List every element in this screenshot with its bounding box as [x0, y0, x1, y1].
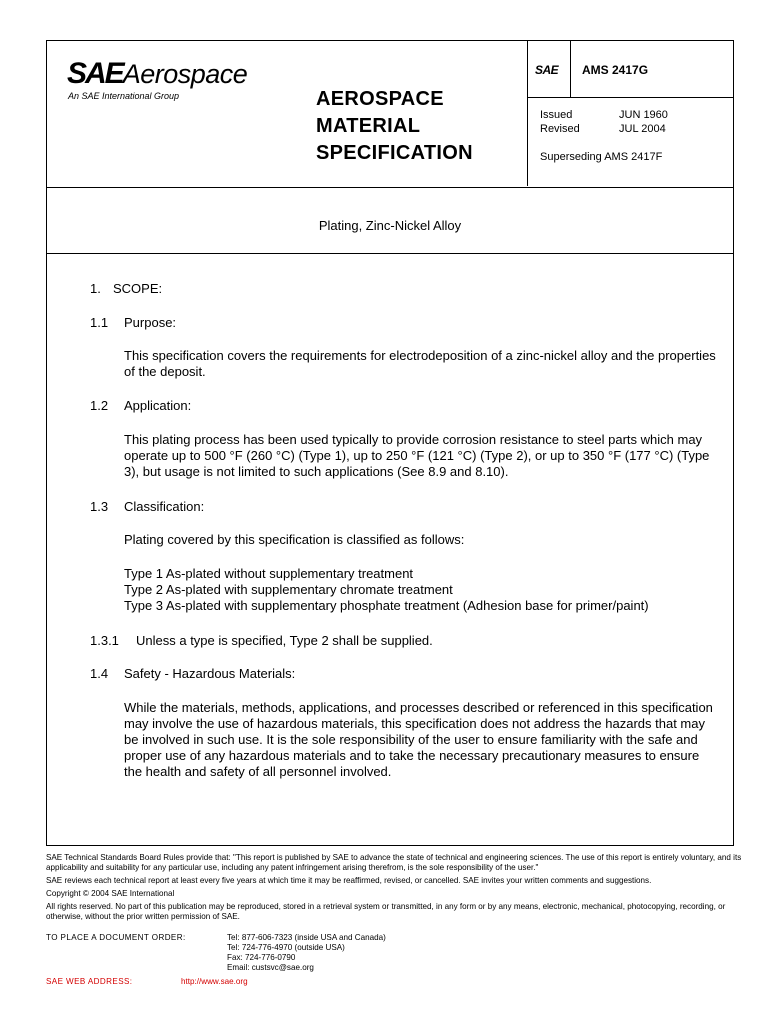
logo-subtitle: An SAE International Group	[68, 91, 180, 101]
section-number: 1.3.1	[90, 633, 119, 648]
section-title: Safety - Hazardous Materials:	[124, 666, 296, 681]
section-title: Application:	[124, 398, 192, 413]
section-1-4-heading	[90, 666, 295, 681]
revised-date: JUL 2004	[619, 123, 666, 135]
order-contact-line: Fax: 724-776-0790	[227, 953, 296, 962]
section-text: Unless a type is specified, Type 2 shall be supplied.	[136, 633, 433, 648]
section-1-heading	[90, 281, 162, 296]
logo-sae-text: SAE	[67, 57, 123, 90]
board-rules-text: SAE Technical Standards Board Rules provide that: "This report is published by SAE to advance the state of technical and engineering sciences. The use of this report is entirely voluntary, and its applicability and suitability for any particular use, including any patent infringement arising therefrom, is the sole responsibility of the user."	[46, 853, 742, 872]
type-item: Type 2 As-plated with supplementary chromate treatment	[124, 582, 453, 597]
order-label: TO PLACE A DOCUMENT ORDER:	[46, 933, 186, 942]
section-number: 1.	[90, 281, 101, 296]
sae-aerospace-logo	[67, 59, 247, 101]
spec-title-line: SPECIFICATION	[316, 142, 473, 164]
doc-info-panel	[527, 41, 733, 186]
spec-title-line: MATERIAL	[316, 115, 421, 137]
web-address-label: SAE WEB ADDRESS:	[46, 977, 133, 986]
spec-type-title	[316, 86, 473, 167]
issue-dates	[540, 108, 668, 136]
section-1-2-text: This plating process has been used typically to provide corrosion resistance to steel parts which may operate up to 500 °F (260 °C) (Type 1), up to 250 °F (121 °C) (Type 2), or up to 350 °F (177 °C) (Type 3), but usage is not limited to such applications (See 8.9 and 8.10).	[124, 432, 710, 479]
type-item: Type 3 As-plated with supplementary phosphate treatment (Adhesion base for primer/paint)	[124, 598, 649, 613]
section-number: 1.2	[90, 398, 109, 413]
section-title: Purpose:	[124, 315, 177, 330]
legal-footer	[46, 853, 746, 922]
spec-title-line: AEROSPACE	[316, 88, 444, 110]
review-text: SAE reviews each technical report at least every five years at which time it may be reaffirmed, revised, or cancelled. SAE invites your written comments and suggestions.	[46, 876, 652, 885]
section-1-3-text: Plating covered by this specification is classified as follows:	[124, 532, 465, 547]
small-logo-cell	[528, 41, 571, 97]
section-1-3-heading	[90, 499, 204, 514]
sae-small-logo: SAE	[535, 63, 559, 77]
document-title-row	[47, 188, 733, 254]
type-item: Type 1 As-plated without supplementary treatment	[124, 566, 414, 581]
section-1-4-text: While the materials, methods, applications, and processes described or referenced in this specification may involve the use of hazardous materials, this specification does not address the hazards that may be involved in such use. It is the sole responsibility of the user to ensure familiarity with the safe and proper use of any hazardous materials and to take the necessary precautionary measures to ensure the health and safety of all personnel involved.	[124, 700, 713, 779]
classification-types	[124, 566, 734, 614]
issued-label: Issued	[540, 109, 573, 121]
copyright-text: Copyright © 2004 SAE International	[46, 889, 175, 898]
issued-date: JUN 1960	[619, 109, 668, 121]
order-contact-line: Tel: 877-606-7323 (inside USA and Canada)	[227, 933, 386, 942]
order-contact-line: Tel: 724-776-4970 (outside USA)	[227, 943, 345, 952]
section-1-1-text: This specification covers the requirements for electrodeposition of a zinc-nickel alloy and the properties of the deposit.	[124, 348, 716, 379]
superseding-note: Superseding AMS 2417F	[540, 151, 663, 163]
section-number: 1.4	[90, 666, 109, 681]
doc-number-row	[528, 41, 733, 98]
document-title: Plating, Zinc-Nickel Alloy	[318, 218, 462, 233]
doc-number: AMS 2417G	[582, 63, 649, 77]
section-1-2-heading	[90, 398, 191, 413]
section-1-3-1-heading	[90, 633, 433, 648]
rights-text: All rights reserved. No part of this publication may be reproduced, stored in a retrieval system or transmitted, in any form or by any means, electronic, mechanical, photocopying, recording, or otherwise, without the prior written permission of SAE.	[46, 902, 726, 921]
order-contacts	[227, 933, 487, 973]
header	[47, 41, 733, 188]
section-1-1-heading	[90, 315, 176, 330]
logo-aerospace-text: Aerospace	[122, 59, 248, 89]
section-number: 1.1	[90, 315, 109, 330]
web-address-link[interactable]: http://www.sae.org	[181, 977, 248, 986]
section-title: Classification:	[124, 499, 205, 514]
order-contact-line: Email: custsvc@sae.org	[227, 963, 314, 972]
revised-label: Revised	[540, 123, 580, 135]
section-number: 1.3	[90, 499, 109, 514]
section-title: SCOPE:	[113, 281, 163, 296]
